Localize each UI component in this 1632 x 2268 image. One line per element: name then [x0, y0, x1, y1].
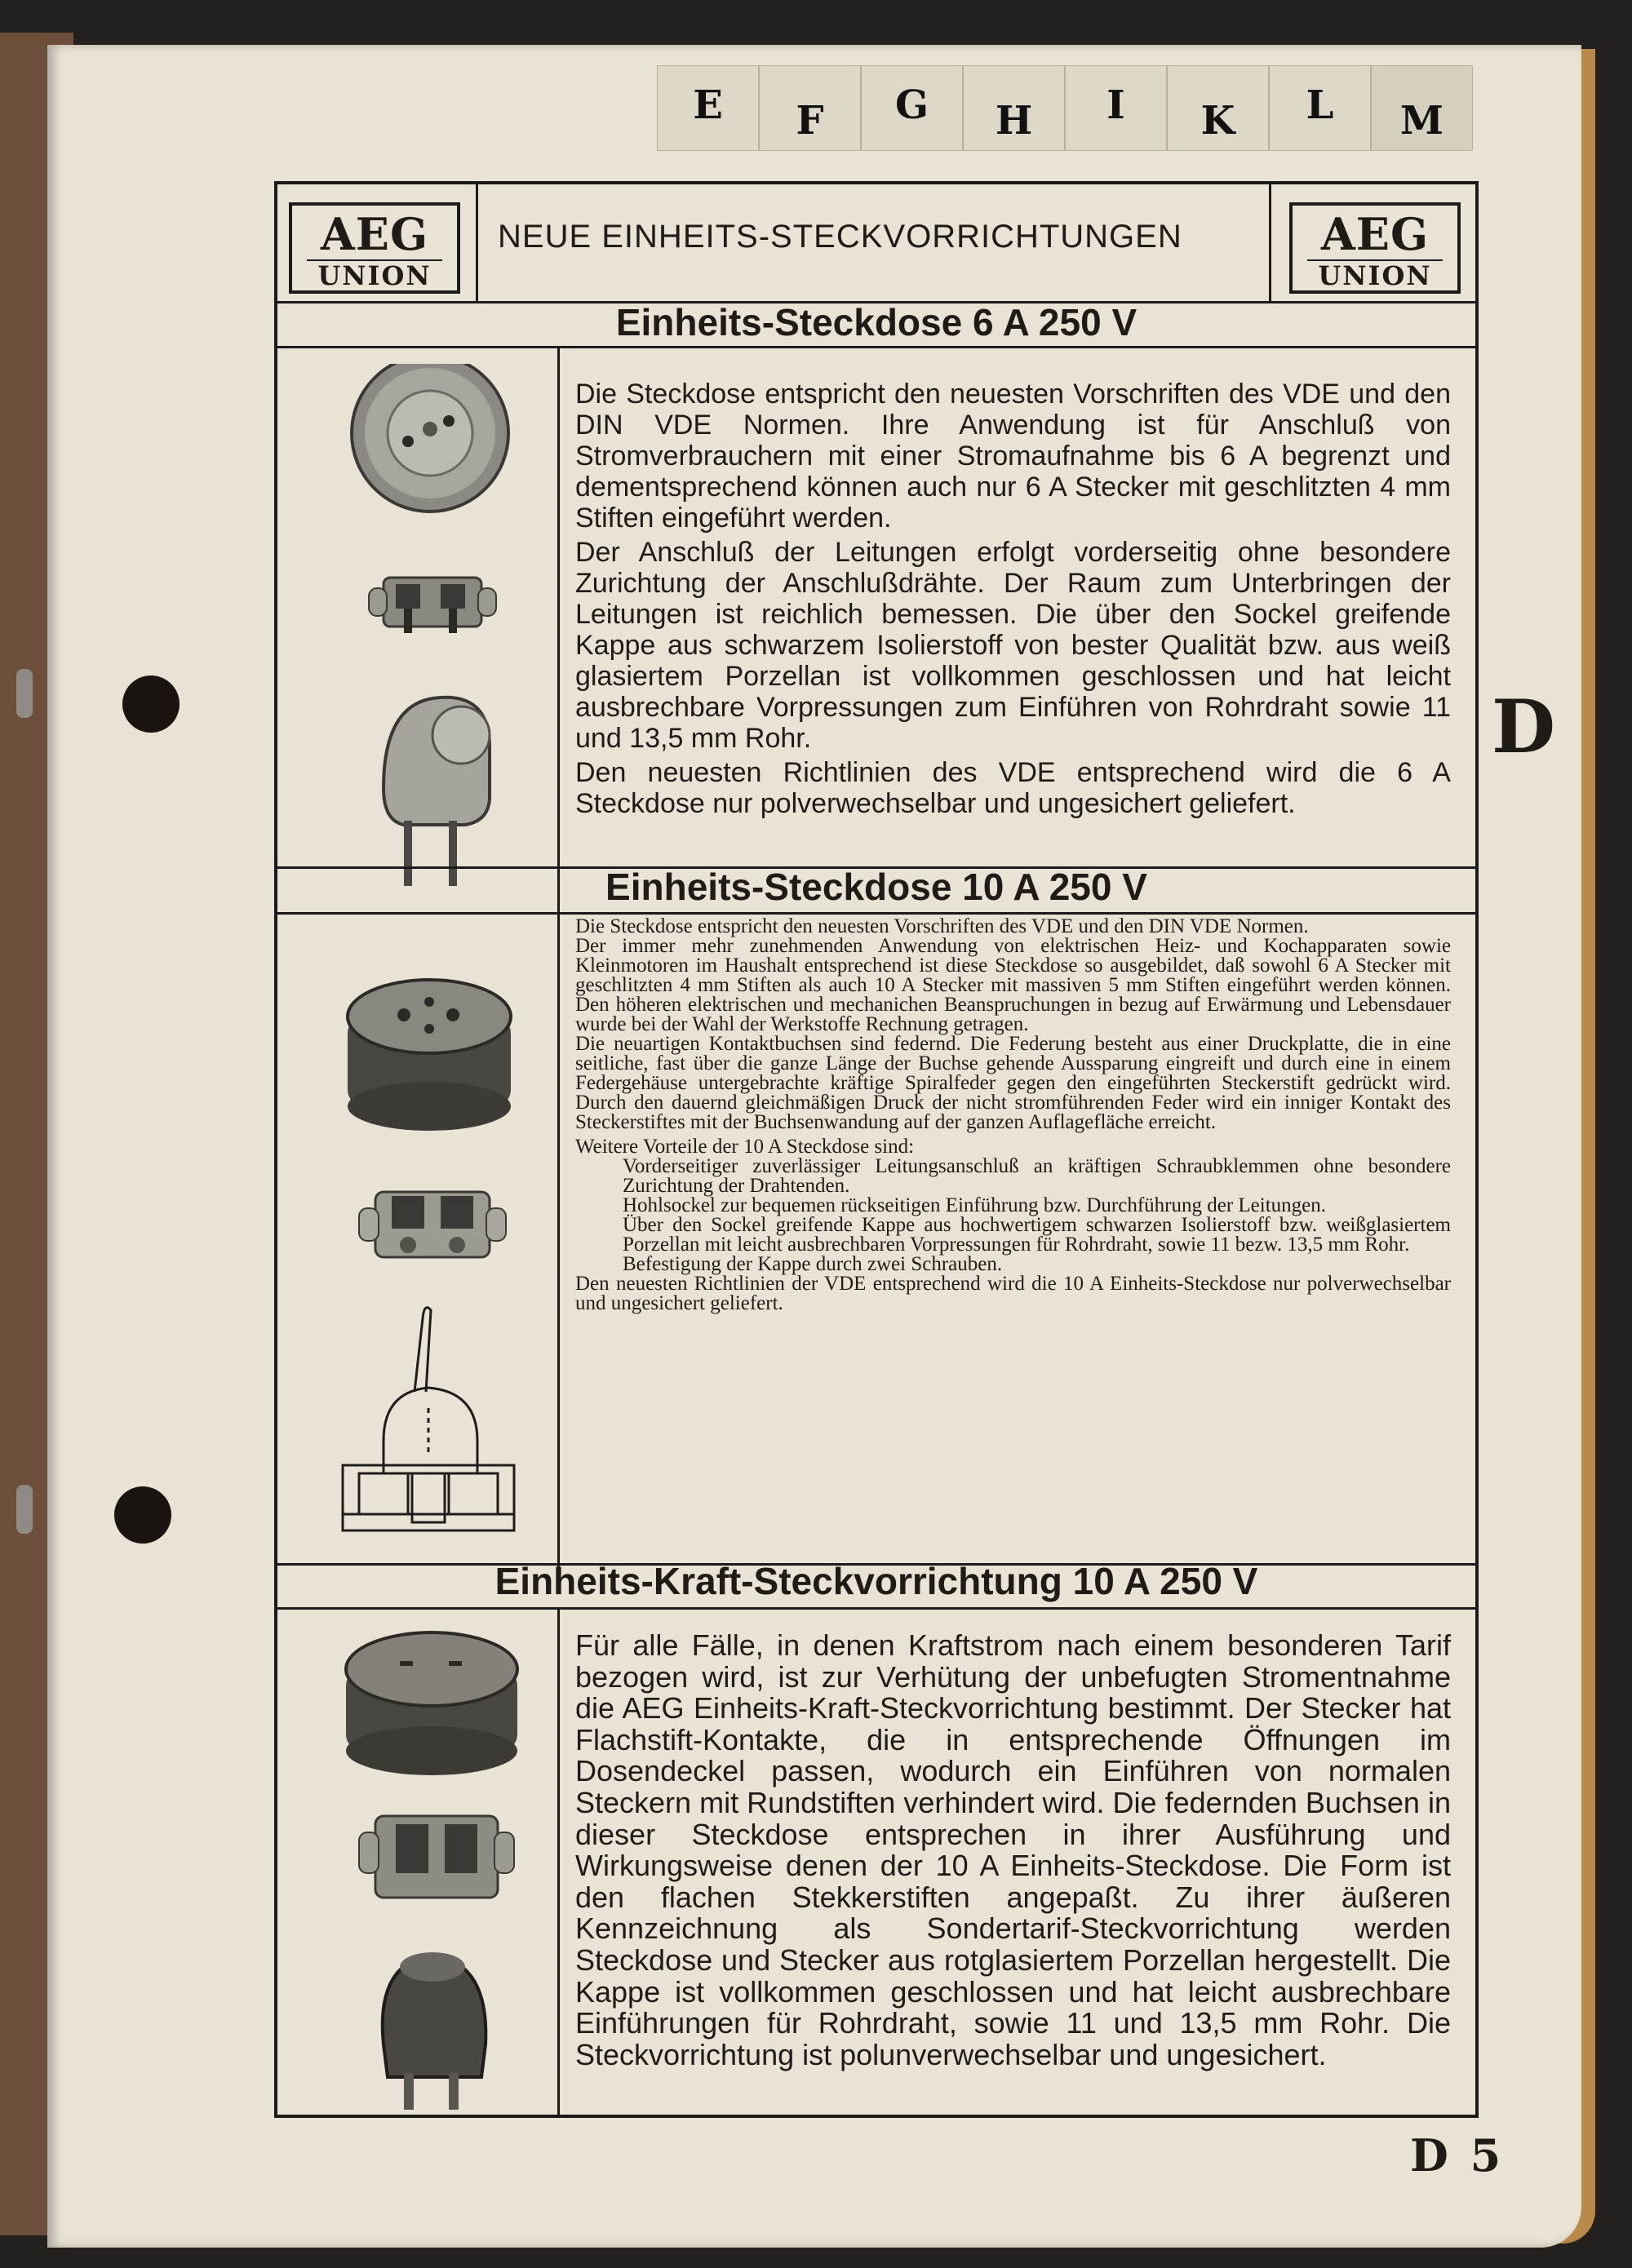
column-divider — [557, 912, 560, 1578]
index-tab-i[interactable]: I — [1065, 65, 1167, 151]
advantage-item: Vorderseitiger zuverlässiger Leitungsanschluß an kräftigen Schraubklemmen ohne besondere Zurichtung der Drahtenden. — [623, 1155, 1451, 1197]
section-text-6a — [575, 379, 1451, 822]
section-index-letter: D — [1492, 684, 1556, 770]
socket-6a-base — [369, 578, 496, 633]
aeg-union-logo-left — [289, 202, 460, 294]
paragraph: Den neuesten Richtlinien der VDE entsprechend wird die 10 A Einheits-Steckdose nur polverwechselbar und ungesichert geliefert. — [575, 1273, 1451, 1314]
figure-kraft-images — [326, 1620, 539, 2110]
paragraph: Weitere Vorteile der 10 A Steckdose sind: — [575, 1136, 915, 1158]
section-title-10a: Einheits-Steckdose 10 A 250 V — [605, 866, 1147, 908]
advantage-item: Befestigung der Kappe durch zwei Schrauben. — [623, 1253, 1003, 1275]
index-tab-e[interactable]: E — [657, 65, 759, 151]
binder-rivet — [16, 669, 33, 718]
column-divider — [557, 1607, 560, 2118]
aeg-union-logo-right — [1289, 202, 1461, 294]
index-tab-k[interactable]: K — [1167, 65, 1269, 151]
figure-10a-socket-images — [326, 951, 539, 1571]
punch-hole — [122, 676, 180, 733]
paragraph: Die Steckdose entspricht den neuesten Vorschriften des VDE und den DIN VDE Normen. Ihre Anwendung ist für Anschluß von Stromverbrauchern mit einer Stromaufnahme bis 6 A begrenzt und dementsprechend können auch nur 6 A Stecker mit geschlitzten 4 mm Stiften eingeführt werden. — [575, 379, 1451, 534]
index-tabs — [657, 65, 1473, 151]
index-tab-g[interactable]: G — [861, 65, 963, 151]
logo-line1: AEG — [1320, 208, 1430, 260]
advantage-item: Über den Sockel greifende Kappe aus hochwertigem schwarzen Isolierstoff bzw. weißglasiertem Porzellan mit leicht ausbrechbaren Vorpressungen für Rohrdraht, sowie 11 bezw. 13,5 mm Rohr. — [623, 1214, 1451, 1256]
kraft-plug — [383, 1952, 486, 2110]
logo-line2: UNION — [307, 259, 442, 289]
paragraph: Der immer mehr zunehmenden Anwendung von elektrischen Heiz- und Kochapparaten sowie Kleinmotoren im Haushalt entsprechend ist diese Steckdose so ausgebildet, daß sowohl 6 A Stecker mit geschlitzten 4 mm Stiften als auch 10 A Stecker mit massiven 5 mm Stiften eingeführt werden können. Den höheren elektrischen und mechanichen Beanspruchungen in bezug auf Erwärmung und Lebensdauer wurde bei der Wahl der Werkstoffe Rechnung getragen. — [575, 935, 1451, 1035]
socket-10a-cutaway-drawing — [343, 1308, 514, 1530]
kraft-socket-cylinder — [346, 1632, 517, 1775]
logo-line1: AEG — [320, 208, 429, 260]
punch-hole — [114, 1486, 171, 1544]
socket-6a-round-cover — [352, 364, 508, 512]
header-divider — [476, 184, 478, 301]
kraft-socket-base — [359, 1816, 514, 1898]
index-tab-m[interactable]: M — [1371, 65, 1473, 151]
rule — [277, 1607, 1475, 1610]
section-text-kraft: Für alle Fälle, in denen Kraftstrom nach einem besonderen Tarif bezogen wird, ist zur Verhütung der unbefugten Stromentnahme die AEG Einheits-Kraft-Steckvorrichtung bestimmt. Der Stecker hat Flachstift-Kontakte, die in entsprechende Öffnungen im Dosendeckel passen, wodurch ein Einführen von normalen Steckern mit Rundstiften verhindert wird. Die federnden Buchsen in dieser Steckdose entsprechen in ihrer Ausführung und Wirkungsweise denen der 10 A Einheits-Steckdose. Die Form ist den flachen Stekkerstiften angepaßt. Zu ihrer äußeren Kennzeichnung als Sondertarif-Steckvorrichtung werden Steckdose und Stecker aus rotglasiertem Porzellan hergestellt. Die Kappe ist vollkommen geschlossen und hat leicht ausbrechbare Einführungen für Rohrdraht, sowie 11 und 13,5 mm Rohr. Die Steckvorrichtung ist polunverwechselbar und ungesichert. — [575, 1628, 1451, 2071]
socket-10a-base — [359, 1192, 506, 1257]
index-tab-l[interactable]: L — [1269, 65, 1371, 151]
socket-10a-cylinder — [348, 980, 511, 1131]
binder-rivet — [16, 1485, 33, 1534]
rule — [277, 346, 1475, 348]
paragraph: Die Steckdose entspricht den neuesten Vorschriften des VDE und den DIN VDE Normen. — [575, 915, 1309, 937]
page-number: D 5 — [1410, 2129, 1505, 2182]
logo-line2: UNION — [1307, 259, 1443, 289]
section-text-10a — [575, 917, 1451, 1313]
paragraph: Die neuartigen Kontaktbuchsen sind federnd. Die Federung besteht aus einer Druckplatte, die in eine seitliche, fast über die ganze Länge der Buchse gehende Aussparung eingreift und durch eine in einem Federgehäuse untergebrachte kräftige Spiralfeder gegen den eingeführten Steckerstift gedrückt wird. Durch den dauernd gleichmäßigen Druck der nicht stromführenden Feder wird ein inniger Kontakt des Steckerstiftes mit der Buchsenwandung auf der ganzen Auflagefläche erreicht. — [575, 1033, 1451, 1133]
section-title-6a: Einheits-Steckdose 6 A 250 V — [615, 301, 1138, 343]
paragraph: Den neuesten Richtlinien des VDE entsprechend wird die 6 A Steckdose nur polverwechselbar und ungesichert geliefert. — [575, 757, 1451, 819]
section-title-kraft: Einheits-Kraft-Steckvorrichtung 10 A 250 V — [494, 1560, 1258, 1602]
paragraph: Der Anschluß der Leitungen erfolgt vorderseitig ohne besondere Zurichtung der Anschlußdrähte. Der Raum zum Unterbringen der Leitungen ist reichlich bemessen. Die über den Sockel greifende Kappe aus schwarzem Isolierstoff von bester Qualität bzw. aus weiß glasiertem Porzellan ist vollkommen geschlossen und hat leicht ausbrechbare Vorpressungen zum Einführen von Rohrdraht sowie 11 und 13,5 mm Rohr. — [575, 537, 1451, 754]
advantage-item: Hohlsockel zur bequemen rückseitigen Einführung bzw. Durchführung der Leitungen. — [623, 1194, 1326, 1216]
page-title: NEUE EINHEITS-STECKVORRICHTUNGEN — [498, 219, 1182, 255]
header-divider — [1269, 184, 1271, 301]
rule — [277, 912, 1475, 915]
figure-6a-socket-images — [326, 364, 539, 1017]
index-tab-f[interactable]: F — [759, 65, 861, 151]
content-frame — [274, 181, 1479, 2118]
plug-6a — [384, 698, 490, 886]
index-tab-h[interactable]: H — [963, 65, 1065, 151]
